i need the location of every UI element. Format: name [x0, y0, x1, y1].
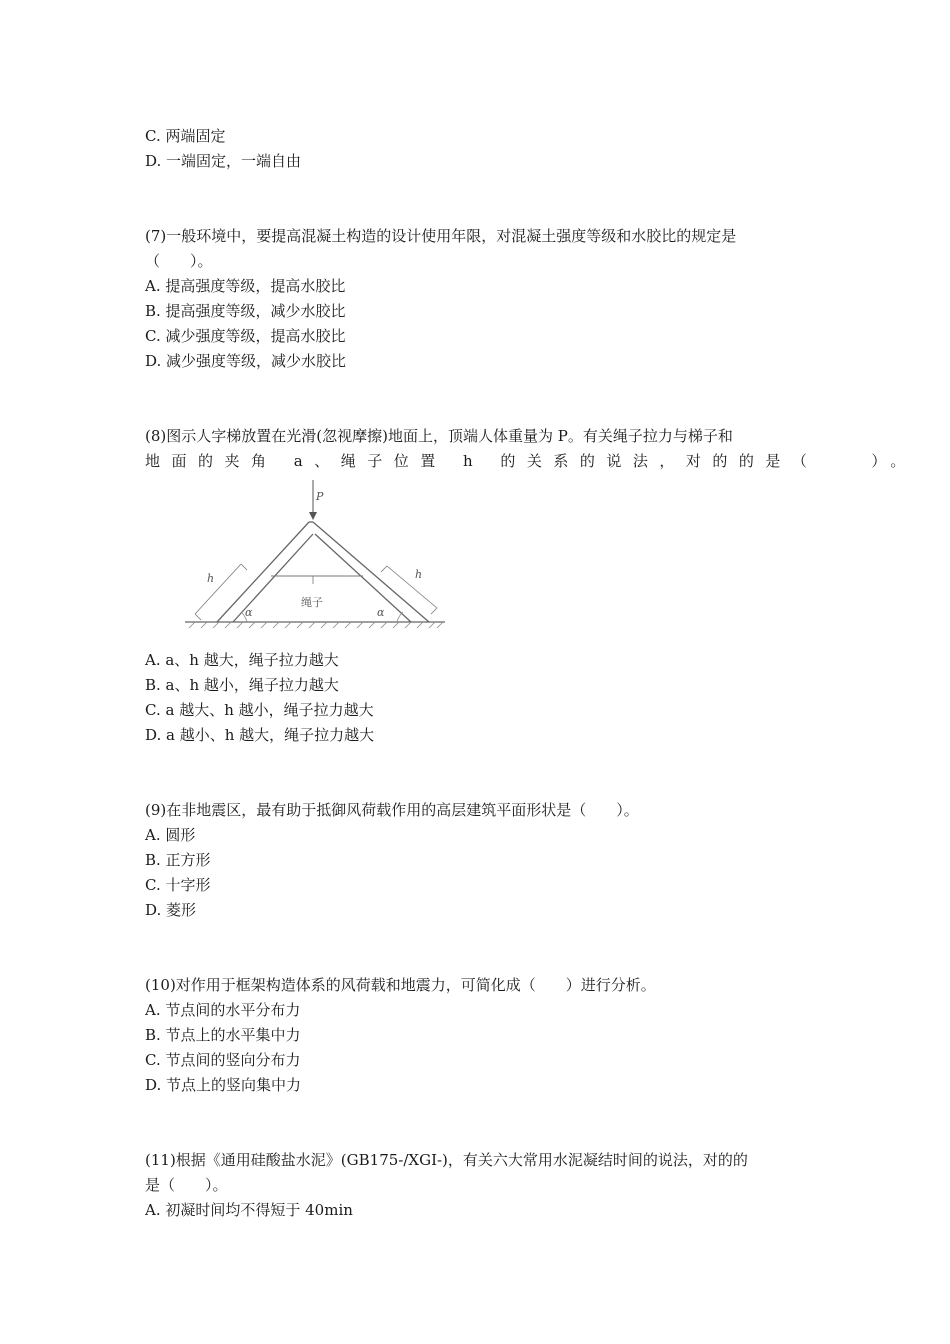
question-11	[145, 1148, 807, 1223]
option-a: A. 节点间的水平分布力	[145, 1001, 301, 1019]
load-label: P	[316, 490, 324, 503]
question-stem-line-1: (7)一般环境中，要提高混凝土构造的设计使用年限，对混凝土强度等级和水胶比的规定是	[145, 227, 737, 245]
right-leg-outer	[313, 522, 429, 622]
option-a: A. 初凝时间均不得短于 40min	[145, 1201, 353, 1219]
option-a: A. 提高强度等级，提高水胶比	[145, 277, 346, 295]
option-a: A. 圆形	[145, 826, 196, 844]
question-9	[145, 798, 807, 923]
angle-label-right: α	[377, 606, 385, 619]
option-d: D. 节点上的竖向集中力	[145, 1076, 302, 1094]
option-a: A. a、h 越大，绳子拉力越大	[145, 651, 339, 669]
question-stem-line-2: 地面的夹角 a、绳子位置 h 的关系的说法，对的的是（ ）。	[145, 452, 917, 470]
question-8	[145, 424, 917, 748]
question-stem: (9)在非地震区，最有助于抵御风荷载作用的高层建筑平面形状是（ ）。	[145, 801, 639, 819]
h-label-left: h	[207, 572, 215, 585]
option-b: B. 正方形	[145, 851, 211, 869]
option-d: D. a 越小、h 越大，绳子拉力越大	[145, 726, 375, 744]
option-d: D. 菱形	[145, 901, 197, 919]
option-c: C. 节点间的竖向分布力	[145, 1051, 301, 1069]
question-10	[145, 973, 807, 1098]
option-b: B. 提高强度等级，减少水胶比	[145, 302, 346, 320]
h-label-right: h	[415, 568, 423, 581]
question-stem-line-1: (8)图示人字梯放置在光滑(忽视摩擦)地面上，顶端人体重量为 P。有关绳子拉力与梯子和	[145, 427, 733, 445]
question-stem-line-1: (11)根据《通用硅酸盐水泥》(GB175-/XGI-)，有关六大常用水泥凝结时间的说法，对的的	[145, 1151, 748, 1169]
h-dim-right	[387, 566, 437, 608]
h-dim-left	[195, 564, 241, 614]
document-page	[145, 124, 917, 1223]
option-b: B. 节点上的水平集中力	[145, 1026, 301, 1044]
option-d: D. 一端固定，一端自由	[145, 152, 302, 170]
left-leg-outer	[217, 522, 309, 622]
ladder-figure	[145, 478, 807, 638]
ground-hatching	[189, 622, 443, 628]
option-c: C. 减少强度等级，提高水胶比	[145, 327, 346, 345]
right-leg-inner	[315, 534, 411, 622]
rope-label: 绳子	[301, 596, 323, 609]
ladder-diagram	[185, 478, 495, 638]
question-stem: (10)对作用于框架构造体系的风荷载和地震力，可简化成（ ）进行分析。	[145, 976, 656, 994]
option-c: C. 两端固定	[145, 127, 226, 145]
option-c: C. a 越大、h 越小，绳子拉力越大	[145, 701, 374, 719]
option-d: D. 减少强度等级，减少水胶比	[145, 352, 347, 370]
option-b: B. a、h 越小，绳子拉力越大	[145, 676, 339, 694]
question-7	[145, 224, 807, 374]
question-stem-line-2: （ ）。	[145, 252, 213, 270]
option-c: C. 十字形	[145, 876, 211, 894]
question-stem-line-2: 是（ ）。	[145, 1176, 228, 1194]
question-6-tail	[145, 124, 807, 174]
angle-label-left: α	[245, 606, 253, 619]
